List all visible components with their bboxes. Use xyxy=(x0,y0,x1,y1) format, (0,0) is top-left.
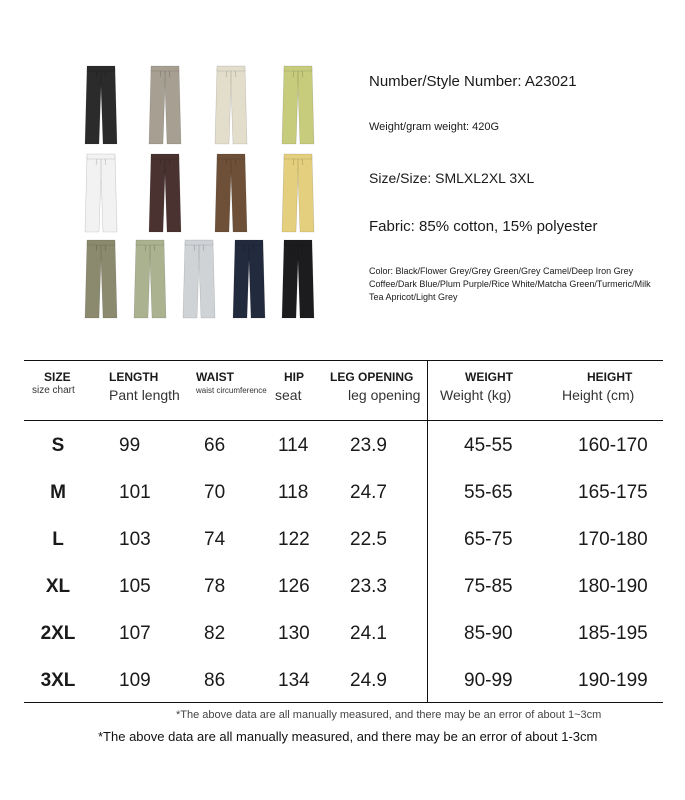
pant-swatch-grey-green xyxy=(82,238,120,320)
table-header-rule xyxy=(24,420,663,421)
cell-leg: 24.7 xyxy=(350,482,387,503)
header-weight: WEIGHT Weight (kg) xyxy=(440,370,513,403)
measurement-note: *The above data are all manually measured, and there may be an error of about 1-3cm xyxy=(98,729,598,744)
cell-size: S xyxy=(51,435,65,456)
cell-length: 107 xyxy=(119,623,151,644)
cell-hip: 130 xyxy=(278,623,310,644)
cell-leg: 23.9 xyxy=(350,435,387,456)
gram-weight: Weight/gram weight: 420G xyxy=(369,121,500,133)
cell-leg: 22.5 xyxy=(350,529,387,550)
color-swatch-grid xyxy=(74,62,334,324)
cell-waist: 70 xyxy=(204,482,226,503)
cell-length: 105 xyxy=(119,576,151,597)
size-range: Size/Size: SMLXL2XL 3XL xyxy=(369,170,535,186)
cell-weight: 45-55 xyxy=(464,435,513,456)
cell-height: 170-180 xyxy=(578,529,648,550)
cell-hip: 118 xyxy=(278,482,309,503)
cell-hip: 114 xyxy=(278,435,309,456)
header-waist: WAIST waist circumference xyxy=(196,370,267,395)
header-height: HEIGHT Height (cm) xyxy=(562,370,635,403)
pant-swatch-deep-black xyxy=(279,238,317,320)
cell-waist: 74 xyxy=(204,529,226,550)
style-number: Number/Style Number: A23021 xyxy=(369,73,577,90)
cell-size: 3XL xyxy=(40,670,76,691)
pant-swatch-coffee xyxy=(212,152,250,234)
cell-waist: 82 xyxy=(204,623,226,644)
cell-length: 103 xyxy=(119,529,151,550)
table-row xyxy=(24,516,663,563)
cell-weight: 90-99 xyxy=(464,670,513,691)
size-chart-table xyxy=(24,360,663,703)
pant-swatch-dark-blue xyxy=(230,238,268,320)
cell-leg: 24.1 xyxy=(350,623,387,644)
cell-hip: 134 xyxy=(278,670,310,691)
cell-size: 2XL xyxy=(40,623,76,644)
header-hip: HIP seat xyxy=(275,370,305,403)
cell-weight: 85-90 xyxy=(464,623,513,644)
header-size: SIZE size chart xyxy=(32,370,75,396)
measurement-note-small: *The above data are all manually measured, and there may be an error of about 1~3cm xyxy=(176,709,602,721)
cell-length: 109 xyxy=(119,670,151,691)
cell-waist: 66 xyxy=(204,435,226,456)
pant-swatch-plum-purple xyxy=(146,152,184,234)
fabric-composition: Fabric: 85% cotton, 15% polyester xyxy=(369,218,598,235)
pant-swatch-light-grey xyxy=(180,238,218,320)
cell-size: L xyxy=(52,529,64,550)
cell-hip: 126 xyxy=(278,576,310,597)
pant-swatch-turmeric xyxy=(279,152,317,234)
table-top-rule xyxy=(24,360,663,361)
table-row xyxy=(24,563,663,610)
header-length: LENGTH Pant length xyxy=(109,370,180,403)
cell-height: 160-170 xyxy=(578,435,648,456)
table-row xyxy=(24,422,663,469)
cell-leg: 23.3 xyxy=(350,576,387,597)
pant-swatch-white xyxy=(82,152,120,234)
table-row xyxy=(24,469,663,516)
cell-size: M xyxy=(50,482,66,503)
header-leg-opening: LEG OPENING leg opening xyxy=(330,370,421,403)
cell-waist: 78 xyxy=(204,576,226,597)
pant-swatch-sage xyxy=(131,238,169,320)
cell-weight: 65-75 xyxy=(464,529,513,550)
cell-length: 99 xyxy=(119,435,141,456)
cell-height: 165-175 xyxy=(578,482,648,503)
pant-swatch-matcha-green xyxy=(279,64,317,146)
pant-swatch-flower-grey xyxy=(146,64,184,146)
cell-height: 190-199 xyxy=(578,670,648,691)
cell-weight: 75-85 xyxy=(464,576,513,597)
cell-weight: 55-65 xyxy=(464,482,513,503)
color-list: Color: Black/Flower Grey/Grey Green/Grey Camel/Deep Iron Grey Coffee/Dark Blue/Plum Purple/Rice White/Matcha Green/Turmeric/Milk Tea Apricot/Light Grey xyxy=(369,266,651,302)
cell-size: XL xyxy=(45,576,71,597)
table-row xyxy=(24,610,663,657)
cell-length: 101 xyxy=(119,482,151,503)
cell-hip: 122 xyxy=(278,529,310,550)
cell-leg: 24.9 xyxy=(350,670,387,691)
pant-swatch-black xyxy=(82,64,120,146)
cell-waist: 86 xyxy=(204,670,226,691)
cell-height: 180-190 xyxy=(578,576,648,597)
table-row xyxy=(24,657,663,704)
cell-height: 185-195 xyxy=(578,623,648,644)
pant-swatch-rice-white xyxy=(212,64,250,146)
